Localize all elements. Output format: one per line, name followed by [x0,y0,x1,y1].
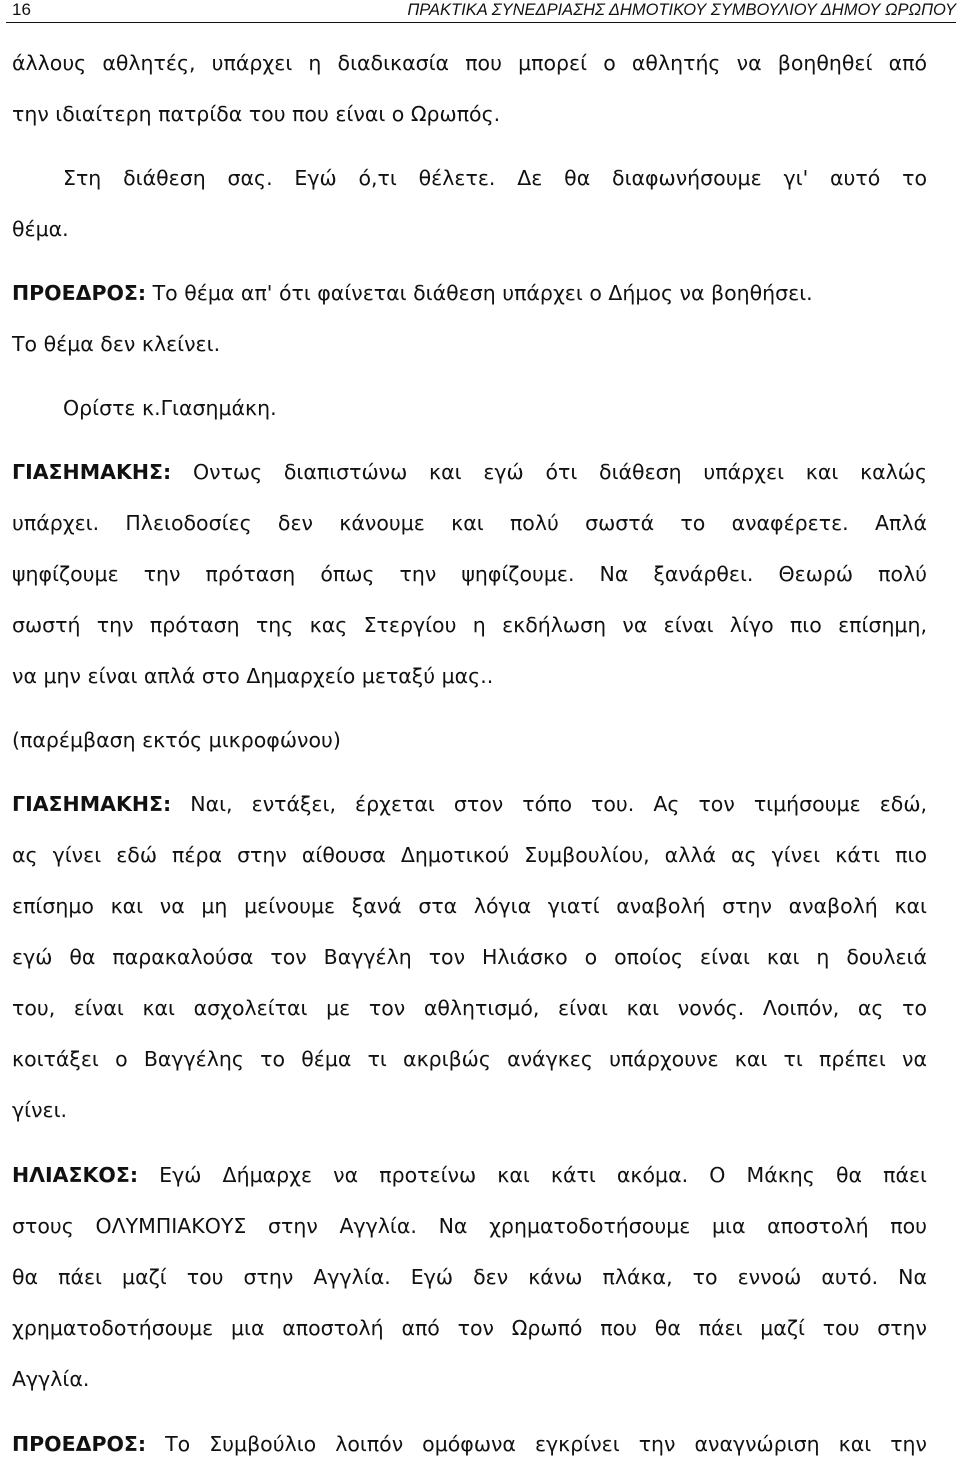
page-number: 16 [12,0,31,19]
document-body [12,38,927,1470]
paragraph [12,153,927,255]
text-line: (παρέμβαση εκτός μικροφώνου) [12,728,341,752]
text-line: χρηματοδοτήσουμε μια αποστολή από τον Ωρωπό που θα πάει μαζί του στην [12,1316,927,1340]
header-rule [6,22,956,23]
line-text: Το θέμα απ' ότι φαίνεται διάθεση υπάρχει ο Δήμος να βοηθήσει. [146,281,813,305]
paragraph [12,779,927,1136]
text-line: θέμα. [12,217,69,241]
text-line: θα πάει μαζί του στην Αγγλία. Εγώ δεν κάνω πλάκα, το εννοώ αυτό. Να [12,1265,927,1289]
paragraph [12,1419,927,1470]
text-line [12,779,927,830]
text-line [12,1419,927,1470]
text-line: σωστή την πρόταση της κας Στεργίου η εκδήλωση να είναι λίγο πιο επίσημη, [12,613,927,637]
speaker-label: ΠΡΟΕΔΡΟΣ: [12,281,147,305]
text-line: Στη διάθεση σας. Εγώ ό,τι θέλετε. Δε θα διαφωνήσουμε γι' αυτό το [63,166,927,190]
paragraph [12,383,927,434]
text-line: να μην είναι απλά στο Δημαρχείο μεταξύ μας.. [12,664,494,688]
text-line [12,1150,927,1201]
line-text: Το Συμβούλιο λοιπόν ομόφωνα εγκρίνει την αναγνώριση και την [146,1432,927,1456]
line-text: Ναι, εντάξει, έρχεται στον τόπο του. Ας τον τιμήσουμε εδώ, [171,792,927,816]
text-line: επίσημο και να μη μείνουμε ξανά στα λόγια γιατί αναβολή στην αναβολή και [12,894,927,918]
text-line: ας γίνει εδώ πέρα στην αίθουσα Δημοτικού Συμβουλίου, αλλά ας γίνει κάτι πιο [12,843,927,867]
text-line: ψηφίζουμε την πρόταση όπως την ψηφίζουμε. Να ξανάρθει. Θεωρώ πολύ [12,562,927,586]
text-line: στους ΟΛΥΜΠΙΑΚΟΥΣ στην Αγγλία. Να χρηματοδοτήσουμε μια αποστολή που [12,1214,927,1238]
paragraph [12,1150,927,1405]
page-header [0,0,960,24]
text-line [12,268,927,319]
speaker-label: ΓΙΑΣΗΜΑΚΗΣ: [12,792,172,816]
text-line: Αγγλία. [12,1367,90,1391]
text-line: γίνει. [12,1098,68,1122]
text-line [12,447,927,498]
text-line: την ιδιαίτερη πατρίδα του που είναι ο Ωρωπός. [12,102,501,126]
paragraph [12,38,927,140]
paragraph [12,268,927,370]
text-line: Το θέμα δεν κλείνει. [12,332,221,356]
line-text: Οντως διαπιστώνω και εγώ ότι διάθεση υπάρχει και καλώς [171,460,927,484]
text-line: του, είναι και ασχολείται με τον αθλητισμό, είναι και νονός. Λοιπόν, ας το [12,996,927,1020]
paragraph [12,447,927,702]
paragraph [12,715,927,766]
text-line: εγώ θα παρακαλούσα τον Βαγγέλη τον Ηλιάσκο ο οποίος είναι και η δουλειά [12,945,927,969]
speaker-label: ΗΛΙΑΣΚΟΣ: [12,1163,139,1187]
running-title: ΠΡΑΚΤΙΚΑ ΣΥΝΕΔΡΙΑΣΗΣ ΔΗΜΟΤΙΚΟΥ ΣΥΜΒΟΥΛΙΟΥ ΔΗΜΟΥ ΩΡΩΠΟΥ [407,1,956,19]
text-line: Ορίστε κ.Γιασημάκη. [63,396,277,420]
speaker-label: ΓΙΑΣΗΜΑΚΗΣ: [12,460,172,484]
text-line: υπάρχει. Πλειοδοσίες δεν κάνουμε και πολύ σωστά το αναφέρετε. Απλά [12,511,927,535]
speaker-label: ΠΡΟΕΔΡΟΣ: [12,1432,147,1456]
text-line: κοιτάξει ο Βαγγέλης το θέμα τι ακριβώς ανάγκες υπάρχουνε και τι πρέπει να [12,1047,927,1071]
text-line: άλλους αθλητές, υπάρχει η διαδικασία που μπορεί ο αθλητής να βοηθηθεί από [12,51,927,75]
line-text: Εγώ Δήμαρχε να προτείνω και κάτι ακόμα. Ο Μάκης θα πάει [138,1163,927,1187]
